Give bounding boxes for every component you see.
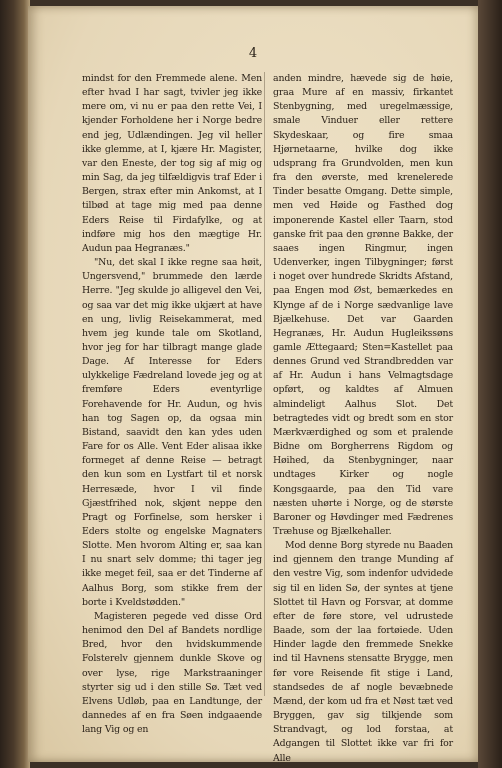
paragraph: anden mindre, hævede sig de høie, graa Mure af en massiv, firkantet Stenbygning, med uregelmæssige, smale Vinduer eller rettere Skydeskaar, og fire smaa Hjørnetaarne, hvilke dog ikke udsprang fra Grundvolden, men kun fra den øverste, med krenelerede Tinder besatte Omgang. Dette simple, men ved Høide og Fasthed dog imponerende Kastel eller Taarn, stod ganske frit paa den grønne Bakke, der saaes ingen Ringmur, ingen Udenverker, ingen Tilbygninger; først i noget over hundrede Skridts Afstand, paa Engen mod Øst, bemærkedes en Klynge af de i Norge sædvanlige lave Bjælkehuse. Det var Gaarden Hegranæs, Hr. Audun Hugleikssøns gamle Ættegaard; Sten=Kastellet paa dennes Grund ved Strandbredden var af Hr. Audun i hans Velmagtsdage opført, og kaldtes af Almuen almindeligt Aalhus Slot. Det betragtedes vidt og bredt som en stor Mærkværdighed og som et pralende Bidne om Borgherrens Rigdom og Høihed, da Stenbygninger, naar undtages Kirker og nogle Kongsgaarde, paa den Tid vare næsten uhørte i Norge, og de største Baroner og Høvdinger med Fædrenes Træhuse og Bjælkehaller. — [273, 73, 453, 537]
paragraph: mindst for den Fremmede alene. Men efter hvad I har sagt, tvivler jeg ikke mere om, vi nu er paa den rette Vei, I kjender Forholdene her i Norge bedre end jeg, Udlændingen. Jeg vil heller ikke glemme, at I, kjære Hr. Magister, var den Eneste, der tog sig af mig og min Sag, da jeg tilfældigvis traf Eder i Bergen, strax efter min Ankomst, at I tilbød at tage mig med paa denne Eders Reise til Firdafylke, og at indføre mig hos den mægtige Hr. Audun paa Hegranæs." — [82, 73, 262, 254]
paragraph: "Nu, det skal I ikke regne saa høit, Ungersvend," brummede den lærde Herre. "Jeg skulde jo alligevel den Vei, og saa var det mig ikke ukjært at have en ung, livlig Reisekammerat, med hvem jeg kunde tale om Skotland, hvor jeg for har tilbragt mange glade Dage. Af Interesse for Eders ulykkelige Fædreland lovede jeg og at fremføre Eders eventyrlige Forehavende for Hr. Audun, og hvis han tog Sagen op, da ogsaa min Bistand, saavidt den kan ydes uden Fare for os Alle. Vent Eder alisaa ikke formeget af denne Reise — betragt den kun som en Lystfart til et norsk Herresæde, hvor I vil finde Gjæstfrihed nok, skjønt neppe den Pragt og Forfinelse, som hersker i Eders stolte og engelske Magnaters Slotte. Men hvorom Alting er, saa kan I nu snart selv domme; thi tager jeg ikke meget feil, saa er det Tinderne af Aalhus Borg, som stikke frem der borte i Kveldstødden." — [82, 257, 262, 608]
column-divider — [264, 72, 265, 696]
page-edge — [478, 0, 502, 768]
right-text-column — [273, 72, 453, 762]
book-spine — [0, 0, 30, 768]
paragraph: Magisteren pegede ved disse Ord henimod den Del af Bandets nordlige Bred, hvor den hvidskummende Folsterelv gjennem dunkle Skove og over lyse, rige Markstraaninger styrter sig ud i den stille Sø. Tæt ved Elvens Udløb, paa en Landtunge, der dannedes af en fra Søen indgaaende lang Vig og en — [82, 610, 262, 736]
paragraph: Mod denne Borg styrede nu Baaden ind gjennem den trange Munding af den vestre Vig, som indenfor udvidede sig til en liden Sø, der syntes at tjene Slottet til Havn og Forsvar, at domme efter de føre store, vel udrustede Baade, som der laa fortøiede. Uden Hinder lagde den fremmede Snekke ind til Havnens stensatte Brygge, men før vore Reisende fit stige i Land, standsedes de af nogle bevæbnede Mænd, der kom ud fra et Nøst tæt ved Bryggen, gav sig tilkjende som Strandvagt, og lod forstaa, at Adgangen til Slottet ikke var fri for Alle — [273, 540, 453, 762]
page-number: 4 — [248, 46, 258, 61]
book-page — [28, 6, 478, 762]
left-text-column — [82, 72, 262, 737]
